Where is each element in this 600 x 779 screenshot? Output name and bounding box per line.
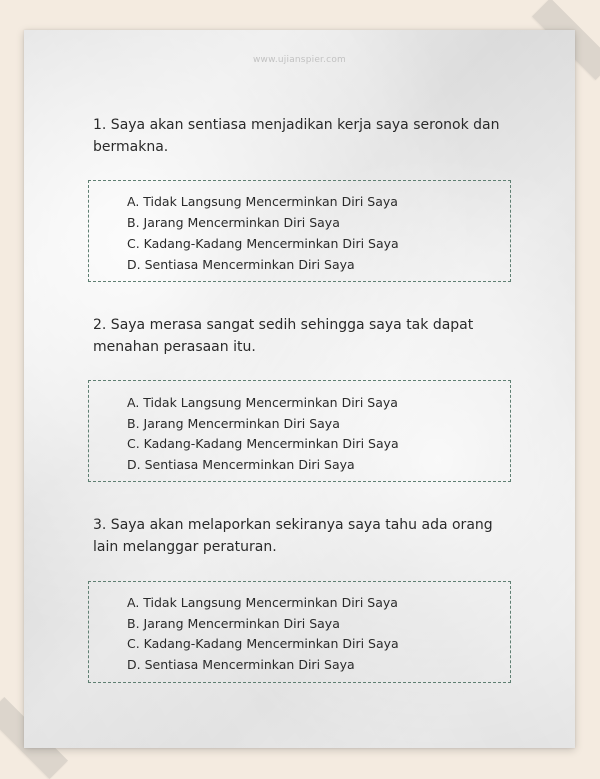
question-3-options: [88, 581, 511, 683]
question-3-option-d[interactable]: D. Sentiasa Mencerminkan Diri Saya: [127, 657, 355, 672]
question-3-option-b[interactable]: B. Jarang Mencerminkan Diri Saya: [127, 616, 340, 631]
question-3-option-a[interactable]: A. Tidak Langsung Mencerminkan Diri Saya: [127, 595, 398, 610]
question-1-option-a[interactable]: A. Tidak Langsung Mencerminkan Diri Saya: [127, 194, 398, 209]
question-1-option-d[interactable]: D. Sentiasa Mencerminkan Diri Saya: [127, 257, 355, 272]
question-1-options: [88, 180, 511, 282]
question-3-option-c[interactable]: C. Kadang-Kadang Mencerminkan Diri Saya: [127, 636, 399, 651]
question-1-option-c[interactable]: C. Kadang-Kadang Mencerminkan Diri Saya: [127, 236, 399, 251]
paper-sheet: [24, 30, 575, 748]
question-1-text: 1. Saya akan sentiasa menjadikan kerja saya seronok dan bermakna.: [93, 117, 500, 155]
question-2-option-c[interactable]: C. Kadang-Kadang Mencerminkan Diri Saya: [127, 436, 399, 451]
question-2-text: 2. Saya merasa sangat sedih sehingga saya tak dapat menahan perasaan itu.: [93, 317, 474, 355]
question-3-text: 3. Saya akan melaporkan sekiranya saya tahu ada orang lain melanggar peraturan.: [93, 517, 493, 555]
question-2-options: [88, 380, 511, 482]
watermark: www.ujianspier.com: [252, 55, 347, 65]
question-2-option-d[interactable]: D. Sentiasa Mencerminkan Diri Saya: [127, 457, 355, 472]
question-2-option-a[interactable]: A. Tidak Langsung Mencerminkan Diri Saya: [127, 395, 398, 410]
question-1-option-b[interactable]: B. Jarang Mencerminkan Diri Saya: [127, 215, 340, 230]
question-2-option-b[interactable]: B. Jarang Mencerminkan Diri Saya: [127, 416, 340, 431]
